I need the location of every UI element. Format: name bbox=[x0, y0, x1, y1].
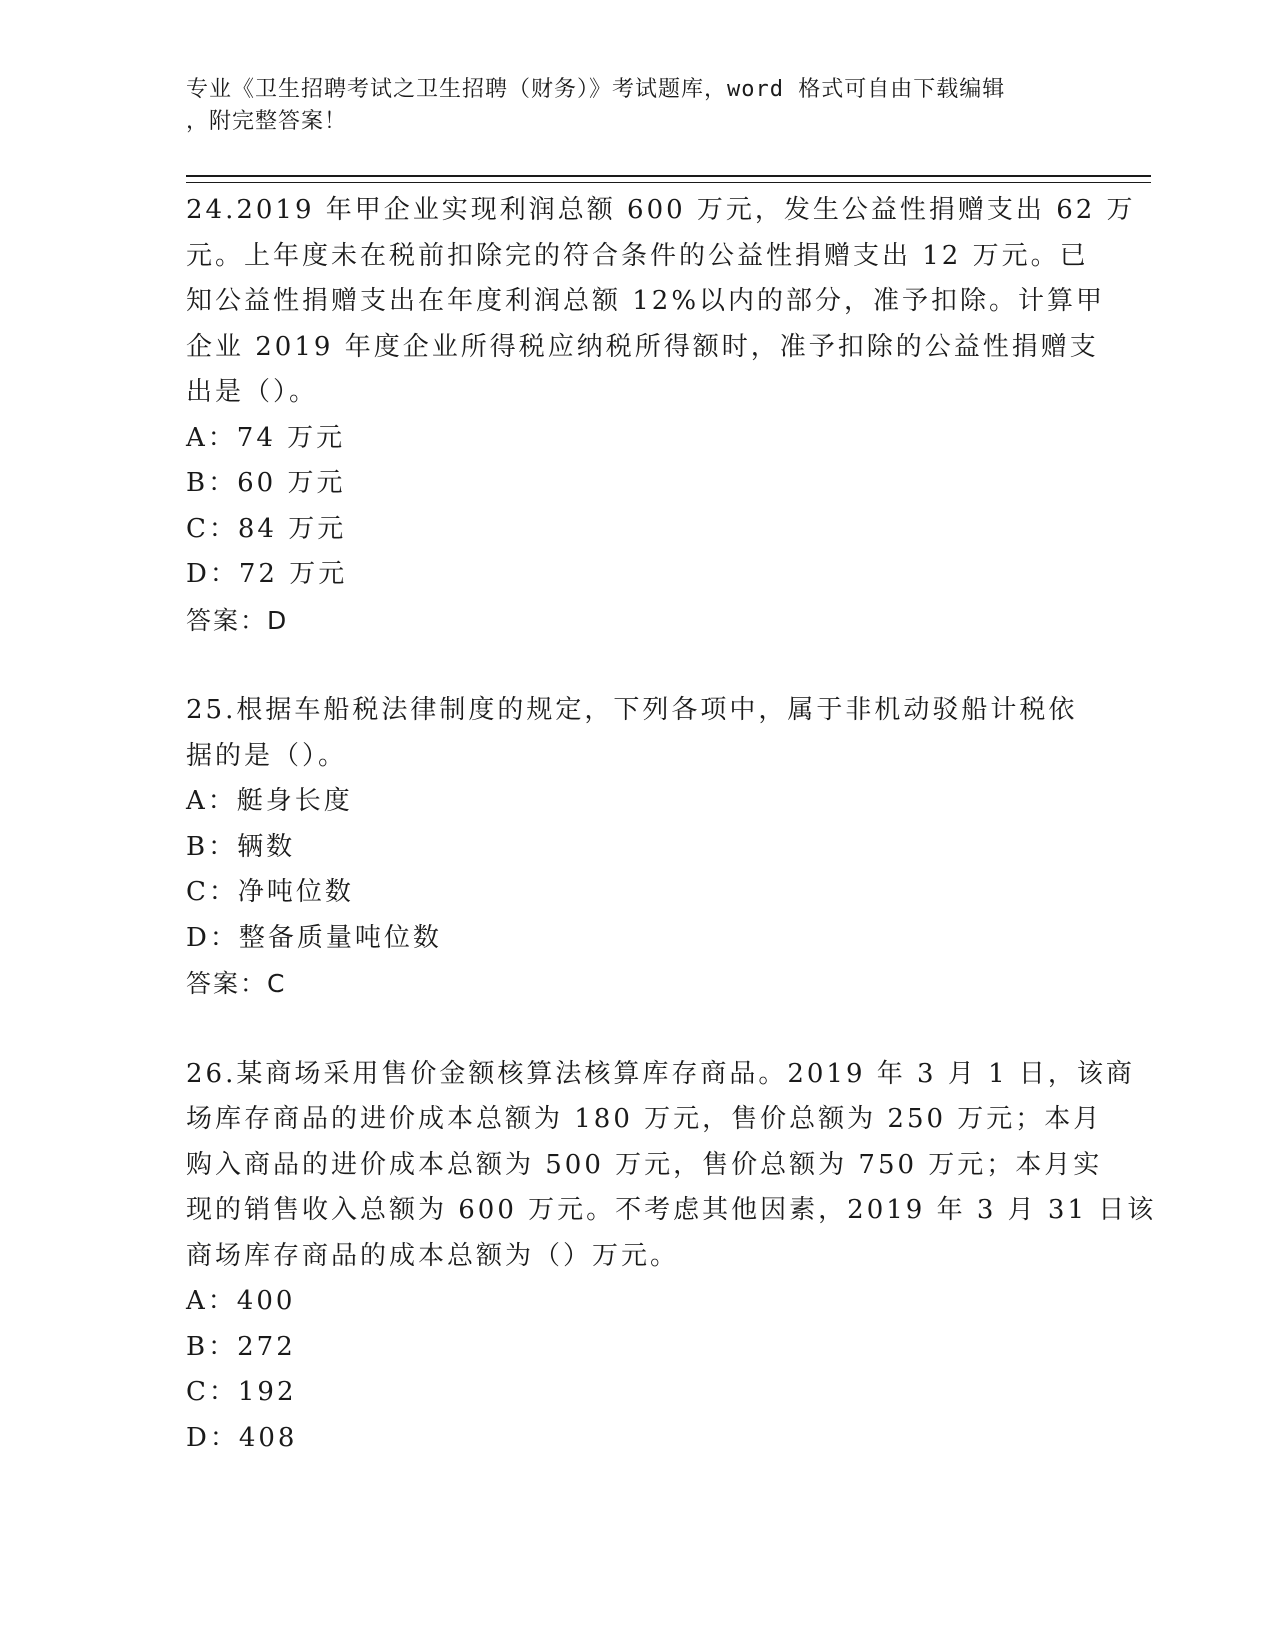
question-spacer bbox=[186, 1007, 1086, 1052]
option-a: A：400 bbox=[186, 1286, 296, 1316]
option-b: B：辆数 bbox=[186, 831, 296, 862]
header-line-2: ，附完整答案！ bbox=[186, 109, 348, 134]
document-header bbox=[186, 74, 1066, 138]
option-d: D：整备质量吨位数 bbox=[186, 922, 442, 953]
header-divider-thick bbox=[186, 175, 1151, 177]
question-26 bbox=[186, 1052, 1157, 1462]
question-stem-line: 购入商品的进价成本总额为 500 万元，售价总额为 750 万元；本月实 bbox=[186, 1149, 1103, 1180]
option-d: D：72 万元 bbox=[186, 559, 348, 589]
answer-line: 答案：C bbox=[186, 969, 287, 998]
option-b: B：272 bbox=[186, 1331, 296, 1362]
header-line-1: 专业《卫生招聘考试之卫生招聘（财务）》考试题库，word 格式可自由下载编辑 bbox=[186, 77, 1006, 102]
option-a: A：74 万元 bbox=[186, 422, 346, 453]
question-list bbox=[186, 188, 1157, 1461]
option-b: B：60 万元 bbox=[186, 468, 346, 498]
answer-line: 答案：D bbox=[186, 605, 289, 635]
question-stem-line: 出是（）。 bbox=[186, 377, 319, 407]
question-stem-line: 元。上年度未在税前扣除完的符合条件的公益性捐赠支出 12 万元。已 bbox=[186, 240, 1089, 271]
question-stem-line: 商场库存商品的成本总额为（）万元。 bbox=[186, 1240, 680, 1271]
question-stem-line: 知公益性捐赠支出在年度利润总额 12%以内的部分，准予扣除。计算甲 bbox=[186, 286, 1106, 316]
question-stem-line: 26.某商场采用售价金额核算法核算库存商品。2019 年 3 月 1 日，该商 bbox=[186, 1058, 1135, 1089]
question-stem-line: 现的销售收入总额为 600 万元。不考虑其他因素，2019 年 3 月 31 日该 bbox=[186, 1195, 1157, 1225]
question-stem-line: 25.根据车船税法律制度的规定，下列各项中，属于非机动驳船计税依 bbox=[186, 695, 1078, 725]
option-c: C：192 bbox=[186, 1377, 297, 1407]
question-stem-line: 场库存商品的进价成本总额为 180 万元，售价总额为 250 万元；本月 bbox=[186, 1104, 1103, 1134]
option-c: C：净吨位数 bbox=[186, 877, 354, 907]
question-stem-line: 企业 2019 年度企业所得税应纳税所得额时，准予扣除的公益性捐赠支 bbox=[186, 331, 1099, 362]
option-a: A：艇身长度 bbox=[186, 786, 353, 816]
question-spacer bbox=[186, 643, 1086, 688]
header-divider-thin bbox=[186, 182, 1151, 183]
option-c: C：84 万元 bbox=[186, 513, 347, 544]
question-stem-line: 据的是（）。 bbox=[186, 740, 348, 771]
question-24 bbox=[186, 188, 1136, 643]
option-d: D：408 bbox=[186, 1422, 298, 1453]
question-stem-line: 24.2019 年甲企业实现利润总额 600 万元，发生公益性捐赠支出 62 万 bbox=[186, 195, 1136, 225]
question-25 bbox=[186, 688, 1086, 1007]
